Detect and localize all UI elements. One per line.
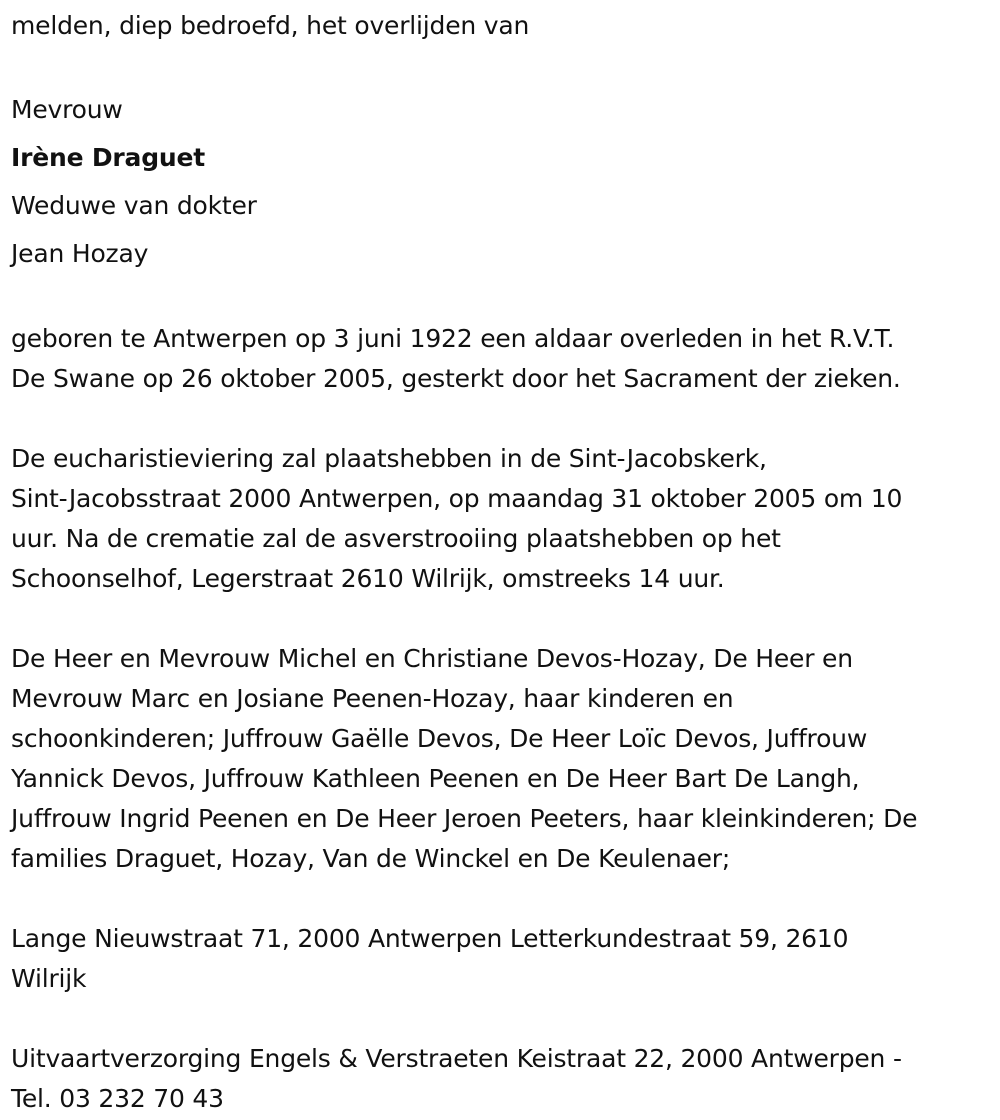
birth-death-paragraph [11,319,991,399]
paragraph-line: Wilrijk [11,964,87,993]
paragraph-line: De Swane op 26 oktober 2005, gesterkt door het Sacrament der zieken. [11,364,901,393]
addresses-paragraph [11,919,991,999]
paragraph-line: Sint-Jacobsstraat 2000 Antwerpen, op maandag 31 oktober 2005 om 10 [11,484,903,513]
paragraph-line: geboren te Antwerpen op 3 juni 1922 een aldaar overleden in het R.V.T. [11,324,895,353]
paragraph-line: uur. Na de crematie zal de asverstrooiing plaatshebben op het [11,524,781,553]
deceased-block [11,86,991,278]
obituary-notice [11,0,991,1119]
paragraph-line: De Heer en Mevrouw Michel en Christiane Devos-Hozay, De Heer en [11,644,853,673]
ceremony-paragraph [11,439,991,599]
intro-text: melden, diep bedroefd, het overlijden van [11,11,530,40]
paragraph-line: families Draguet, Hozay, Van de Winckel en De Keulenaer; [11,844,731,873]
paragraph-line: Yannick Devos, Juffrouw Kathleen Peenen en De Heer Bart De Langh, [11,764,860,793]
paragraph-line: schoonkinderen; Juffrouw Gaëlle Devos, De Heer Loïc Devos, Juffrouw [11,724,868,753]
family-paragraph [11,639,991,879]
paragraph-line: Uitvaartverzorging Engels & Verstraeten Keistraat 22, 2000 Antwerpen - [11,1044,902,1073]
paragraph-line: Tel. 03 232 70 43 [11,1084,224,1113]
paragraph-line: De eucharistieviering zal plaatshebben in de Sint-Jacobskerk, [11,444,767,473]
funeral-home-paragraph [11,1039,991,1119]
paragraph-line: Juffrouw Ingrid Peenen en De Heer Jeroen Peeters, haar kleinkinderen; De [11,804,918,833]
deceased-title: Mevrouw [11,95,123,124]
paragraph-line: Mevrouw Marc en Josiane Peenen-Hozay, haar kinderen en [11,684,734,713]
paragraph-line: Schoonselhof, Legerstraat 2610 Wilrijk, omstreeks 14 uur. [11,564,725,593]
deceased-relation: Weduwe van dokter [11,191,257,220]
deceased-name: Irène Draguet [11,143,205,172]
paragraph-line: Lange Nieuwstraat 71, 2000 Antwerpen Letterkundestraat 59, 2610 [11,924,849,953]
deceased-spouse: Jean Hozay [11,239,149,268]
